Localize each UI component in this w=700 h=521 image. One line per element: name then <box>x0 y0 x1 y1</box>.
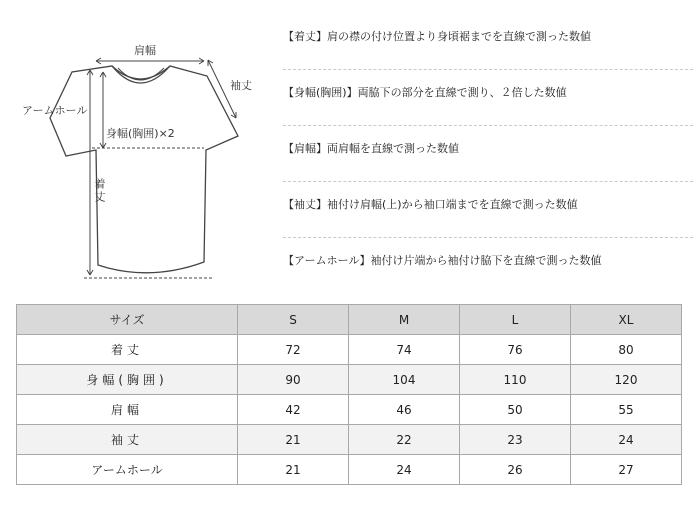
table-cell: 27 <box>571 455 682 485</box>
table-cell: 42 <box>238 395 349 425</box>
description-armhole <box>283 238 693 294</box>
row-label: 着丈 <box>17 335 238 365</box>
table-cell: 104 <box>349 365 460 395</box>
table-row <box>17 365 682 395</box>
table-cell: 24 <box>571 425 682 455</box>
row-label: 身幅(胸囲) <box>17 365 238 395</box>
size-table <box>16 304 682 485</box>
header-l: L <box>460 305 571 335</box>
header-xl: XL <box>571 305 682 335</box>
description-text: 【アームホール】袖付け片端から袖付け脇下を直線で測った数値 <box>283 254 602 267</box>
table-cell: 80 <box>571 335 682 365</box>
table-cell: 110 <box>460 365 571 395</box>
tshirt-diagram <box>0 0 270 290</box>
description-text: 【袖丈】袖付け肩幅(上)から袖口端までを直線で測った数値 <box>283 198 578 211</box>
table-row <box>17 425 682 455</box>
description-text: 【肩幅】両肩幅を直線で測った数値 <box>283 142 459 155</box>
table-row <box>17 455 682 485</box>
table-cell: 120 <box>571 365 682 395</box>
armhole-label: アームホール <box>22 104 88 117</box>
table-cell: 55 <box>571 395 682 425</box>
table-header-row <box>17 305 682 335</box>
table-row <box>17 395 682 425</box>
description-text: 【身幅(胸囲)】両脇下の部分を直線で測り、２倍した数値 <box>283 86 567 99</box>
table-cell: 21 <box>238 425 349 455</box>
chest-width-label: 身幅(胸囲)×2 <box>106 127 175 140</box>
table-cell: 50 <box>460 395 571 425</box>
table-cell: 24 <box>349 455 460 485</box>
table-cell: 74 <box>349 335 460 365</box>
table-cell: 23 <box>460 425 571 455</box>
table-cell: 22 <box>349 425 460 455</box>
description-shoulder <box>283 126 693 182</box>
row-label: アームホール <box>17 455 238 485</box>
header-m: M <box>349 305 460 335</box>
description-sleeve <box>283 182 693 238</box>
table-cell: 90 <box>238 365 349 395</box>
table-cell: 76 <box>460 335 571 365</box>
row-label: 袖丈 <box>17 425 238 455</box>
length-label: 着丈 <box>93 178 106 204</box>
table-cell: 72 <box>238 335 349 365</box>
description-chest <box>283 70 693 126</box>
description-length <box>283 14 693 70</box>
header-size: サイズ <box>17 305 238 335</box>
table-cell: 21 <box>238 455 349 485</box>
shoulder-width-label: 肩幅 <box>134 44 156 57</box>
row-label: 肩幅 <box>17 395 238 425</box>
table-row <box>17 335 682 365</box>
table-cell: 46 <box>349 395 460 425</box>
description-text: 【着丈】肩の襟の付け位置より身頃裾までを直線で測った数値 <box>283 30 591 43</box>
measurement-descriptions <box>283 14 693 294</box>
header-s: S <box>238 305 349 335</box>
sleeve-length-label: 袖丈 <box>230 79 252 92</box>
table-cell: 26 <box>460 455 571 485</box>
